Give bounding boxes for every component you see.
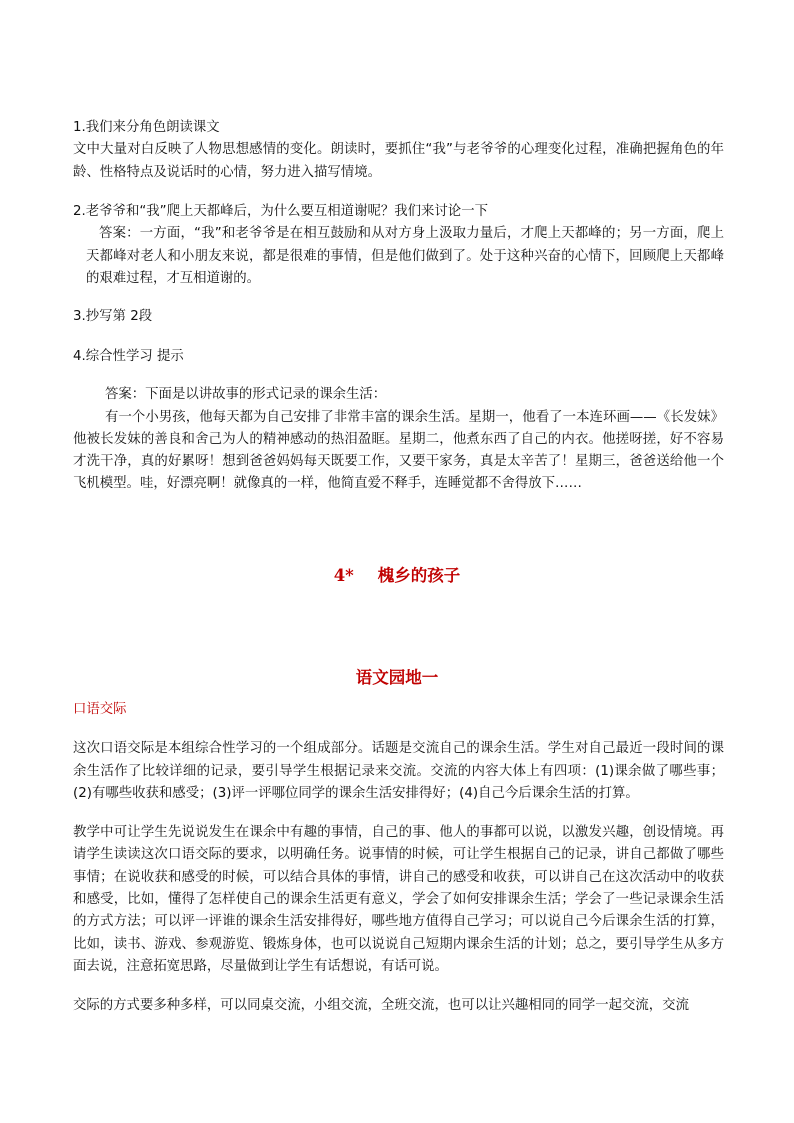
oral-label: 口语交际: [73, 702, 127, 717]
section-4-answer-intro: 答案：下面是以讲故事的形式记录的课余生活：: [105, 387, 387, 403]
lesson-title: [0, 565, 794, 587]
oral-section: [73, 699, 724, 1018]
section-4: [73, 346, 724, 496]
section-2: [73, 201, 724, 290]
section-1: [73, 117, 724, 184]
section-3-heading: 3.抄写第 2段: [73, 309, 153, 324]
section-3: [73, 306, 724, 328]
section-1-text: 文中大量对白反映了人物思想感情的变化。朗读时，要抓住“我”与老爷爷的心理变化过程，准确把握角色的年龄、性格特点及说话时的心情，努力进入描写情境。: [73, 142, 724, 180]
section-2-answer: 答案：一方面，“我”和老爷爷是在相互鼓励和从对方身上汲取力量后，才爬上天都峰的；另一方面，爬上天都峰对老人和小朋友来说，都是很难的事情，但是他们做到了。处于这种兴奋的心情下，回顾爬上天都峰的艰难过程，才互相道谢的。: [86, 226, 724, 286]
section-4-story: 有一个小男孩，他每天都为自己安排了非常丰富的课余生活。星期一，他看了一本连环画——《长发妹》他被长发妹的善良和舍己为人的精神感动的热泪盈眶。星期二，他煮东西了自己的内衣。他搓呀搓，好不容易才洗干净，真的好累呀！想到爸爸妈妈每天既要工作，又要干家务，真是太辛苦了！星期三，爸爸送给他一个飞机模型。哇，好漂亮啊！就像真的一样，他简直爱不释手，连睡觉都不舍得放下……: [73, 409, 724, 492]
oral-para-3: 交际的方式要多种多样，可以同桌交流，小组交流，全班交流，也可以让兴趣相同的同学一起交流，交流: [73, 998, 689, 1014]
lesson-name: 槐乡的孩子: [377, 566, 461, 585]
oral-para-1: 这次口语交际是本组综合性学习的一个组成部分。话题是交流自己的课余生活。学生对自己最近一段时间的课余生活作了比较详细的记录，要引导学生根据记录来交流。交流的内容大体上有四项：(1)课余做了哪些事；(2)有哪些收获和感受；(3)评一评哪位同学的课余生活安排得好；(4)自己今后课余生活的打算。: [73, 741, 724, 801]
section-2-heading: 2.老爷爷和“我”爬上天都峰后，为什么要互相道谢呢？我们来讨论一下: [73, 204, 488, 219]
section-4-heading: 4.综合性学习 提示: [73, 349, 184, 364]
oral-para-2: 教学中可让学生先说说发生在课余中有趣的事情，自己的事、他人的事都可以说，以激发兴趣，创设情境。再请学生读读这次口语交际的要求，以明确任务。说事情的时候，可让学生根据自己的记录，讲自己都做了哪些事情；在说收获和感受的时候，可以结合具体的事情，讲自己的感受和收获，可以讲自己在这次活动中的收获和感受，比如，懂得了怎样使自己的课余生活更有意义，学会了如何安排课余生活；学会了一些记录课余生活的方式方法；可以评一评谁的课余生活安排得好，哪些地方值得自己学习；可以说自己今后课余生活的打算，比如，读书、游戏、参观游览、锻炼身体，也可以说说自己短期内课余生活的计划；总之，要引导学生从多方面去说，注意拓宽思路，尽量做到让学生有话想说，有话可说。: [73, 825, 724, 974]
lesson-number: 4*: [333, 566, 354, 585]
garden-title: 语文园地一: [355, 668, 439, 687]
section-1-heading: 1.我们来分角色朗读课文: [73, 120, 220, 135]
